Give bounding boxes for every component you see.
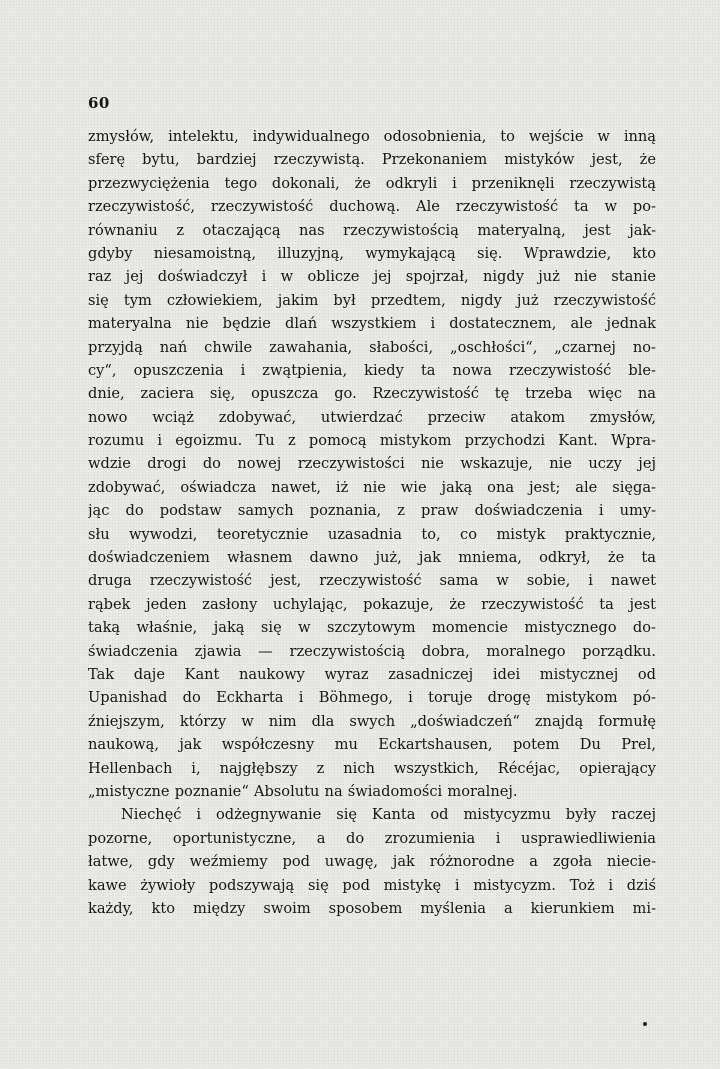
text-line: Hellenbach i, najgłębszy z nich wszystkich, Récéjac, opierający: [88, 759, 656, 777]
text-line: doświadczeniem własnem dawno już, jak mniema, odkrył, że ta: [88, 549, 656, 567]
text-line: „mistyczne poznanie“ Absolutu na świadomości moralnej.: [88, 782, 518, 800]
text-line: się tym człowiekiem, jakim był przedtem, nigdy już rzeczywistość: [88, 291, 656, 309]
text-line: gdyby niesamoistną, illuzyjną, wymykającą się. Wprawdzie, kto: [88, 244, 656, 262]
text-line: przezwyciężenia tego dokonali, że odkryli i przeniknęli rzeczywistą: [88, 174, 656, 192]
body-text: [88, 125, 656, 920]
text-line: rozumu i egoizmu. Tu z pomocą mistykom przychodzi Kant. Wpra-: [88, 432, 656, 450]
ink-speck: [643, 1022, 647, 1026]
text-line: źniejszym, którzy w nim dla swych „doświadczeń“ znajdą formułę: [88, 712, 656, 730]
text-line: naukową, jak współczesny mu Eckartshausen, potem Du Prel,: [88, 736, 656, 754]
text-line: Upanishad do Eckharta i Böhmego, i toruje drogę mistykom pó-: [88, 689, 656, 707]
text-line: raz jej doświadczył i w oblicze jej spojrzał, nigdy już nie stanie: [88, 268, 656, 286]
text-line: rąbek jeden zasłony uchylając, pokazuje, że rzeczywistość ta jest: [88, 595, 656, 613]
text-line: rzeczywistość, rzeczywistość duchową. Ale rzeczywistość ta w po-: [88, 198, 656, 216]
text-line: druga rzeczywistość jest, rzeczywistość sama w sobie, i nawet: [88, 572, 656, 590]
text-line: jąc do podstaw samych poznania, z praw doświadczenia i umy-: [88, 502, 656, 520]
text-line: przyjdą nań chwile zawahania, słabości, „oschłości“, „czarnej no-: [88, 338, 656, 356]
text-line: zmysłów, intelektu, indywidualnego odosobnienia, to wejście w inną: [88, 128, 656, 145]
text-line: kawe żywioły podszywają się pod mistykę i mistycyzm. Toż i dziś: [88, 876, 656, 894]
text-line: łatwe, gdy weźmiemy pod uwagę, jak różnorodne a zgoła niecie-: [88, 853, 656, 871]
text-line: sferę bytu, bardziej rzeczywistą. Przekonaniem mistyków jest, że: [88, 151, 656, 169]
text-line: każdy, kto między swoim sposobem myślenia a kierunkiem mi-: [88, 899, 656, 917]
text-line: równaniu z otaczającą nas rzeczywistością materyalną, jest jak-: [88, 221, 656, 239]
text-line: materyalna nie będzie dlań wszystkiem i dostatecznem, ale jednak: [88, 315, 656, 333]
text-line: wdzie drogi do nowej rzeczywistości nie wskazuje, nie uczy jej: [88, 455, 656, 473]
paragraph-start-line: Niechęć i odżegnywanie się Kanta od mistycyzmu były raczej: [121, 806, 656, 824]
text-line: słu wywodzi, teoretycznie uzasadnia to, co mistyk praktycznie,: [88, 525, 656, 543]
text-line: dnie, zaciera się, opuszcza go. Rzeczywistość tę trzeba więc na: [88, 385, 656, 403]
text-line: pozorne, oportunistyczne, a do zrozumienia i usprawiedliwienia: [88, 829, 656, 847]
text-line: zdobywać, oświadcza nawet, iż nie wie jaką ona jest; ale sięga-: [88, 478, 656, 496]
text-line: świadczenia zjawia — rzeczywistością dobra, moralnego porządku.: [88, 642, 656, 660]
page-number: 60: [88, 94, 110, 112]
text-line: Tak daje Kant naukowy wyraz zasadniczej idei mistycznej od: [88, 665, 656, 683]
text-line: cy“, opuszczenia i zwątpienia, kiedy ta nowa rzeczywistość ble-: [88, 361, 656, 379]
text-line: taką właśnie, jaką się w szczytowym momencie mistycznego do-: [88, 619, 656, 637]
text-line: nowo wciąż zdobywać, utwierdzać przeciw atakom zmysłów,: [88, 408, 656, 426]
